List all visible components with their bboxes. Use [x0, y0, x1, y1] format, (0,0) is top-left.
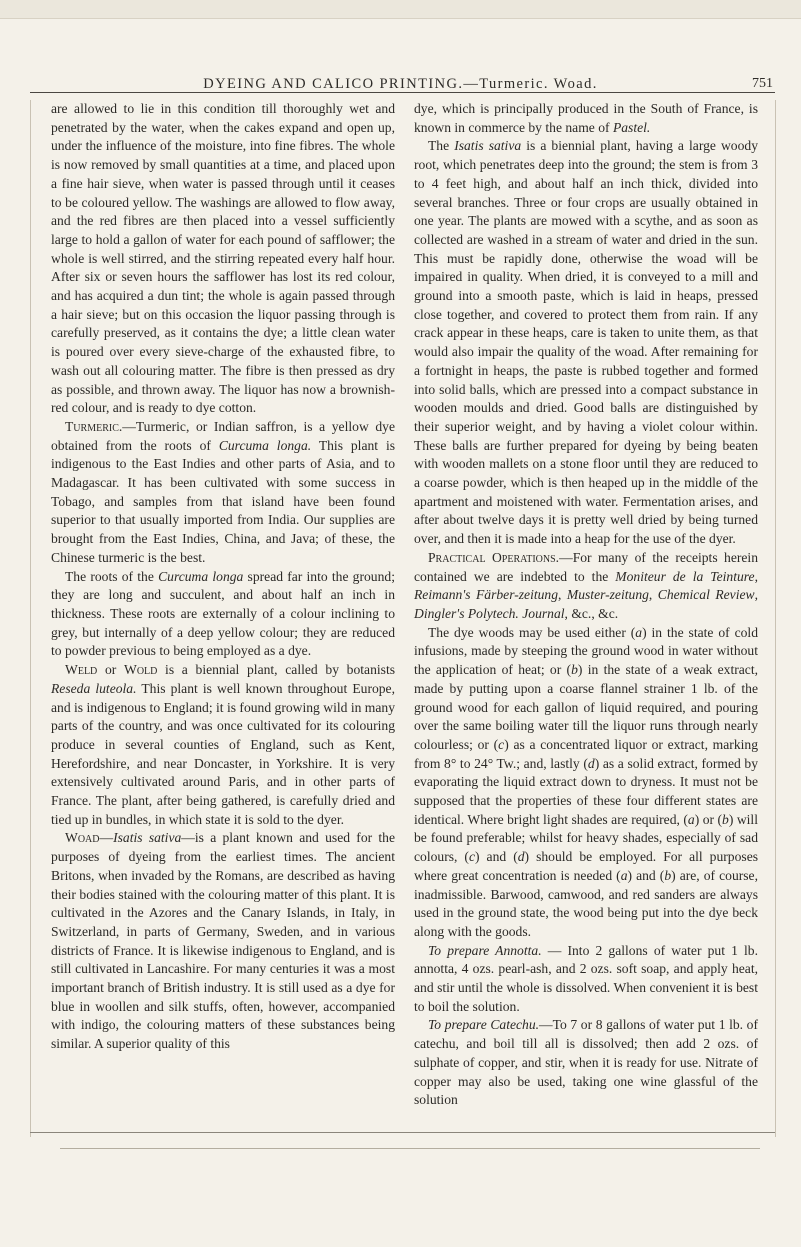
text-run: , &c., &c. [564, 605, 619, 621]
running-title: DYEING AND CALICO PRINTING.—Turmeric. Woad. [203, 76, 598, 92]
run-italic: a [687, 811, 695, 827]
text-run: ) or ( [694, 811, 723, 827]
text-run: —Turmeric, or Indian saffron, is a yellow dye obtained from the roots of [51, 418, 395, 453]
text-run: are allowed to lie in this condition till thoroughly wet and penetrated by the water, when the cakes expand and open up, under the influence of the moisture, into fine fibres. The whole is now removed by small quantities at a time, and placed upon a fine hair sieve, when water is passed through until it ceases to be coloured yellow. The washings are allowed to flow away, and the red fibres are then placed into a vessel sufficiently large to hold a gallon of water for each pound of safflower; the whole is well stirred, and the stirring repeated every half hour. After six or seven hours the safflower has lost its red colour, and has acquired a dun tint; the whole is again passed through a hair sieve; but on this occasion the liquor passing through is carefully preserved, as it contains the dye; a little clean water is poured over every sieve-charge of the exhausted fibre, to wash out all colouring matter. The fibre is then pressed as dry as possible, and thrown away. The liquor has now a brownish-red colour, and is ready to dye cotton. [51, 101, 395, 416]
text-run: , [754, 587, 758, 603]
text-run: is a biennial plant, having a large woody root, which penetrates deep into the ground; the stem is from 3 to 4 feet high, and about half an inch thick, divided into several branches. Three or four crops are usually obtained in one year. The plants are mowed with a scythe, and as soon as collected are washed in a stream of water and dried in the sun. This must be rapidly done, otherwise the woad will be impaired in quality. When dried, it is conveyed to a mill and ground into a smooth paste, which is laid in heaps, pressed close together, and covered to protect them from rain. If any crack appear in these heaps, care is taken to unite them, as that would also impair the quality of the woad. After remaining for a fortnight in heaps, the paste is rubbed together and formed into solid balls, which are pressed into a compact substance in wooden moulds and dried. Good balls are distinguished by their superior weight, and by having a violet colour within. These balls are further prepared for dyeing by being beaten with wooden mallets on a stone floor until they are reduced to a coarse powder, which is then heaped up in the middle of the apartment and moistened with water. Fermentation arises, and after about twelve days it is pretty well dried by being turned over, and then it is made into a heap for the use of the dyer. [414, 138, 758, 547]
run-heading: Practical Operations. [428, 549, 560, 565]
run-italic: c [498, 736, 505, 752]
text-run: ) in the state of cold infusions, made by steeping the ground wood in water without the application of heat; or ( [414, 624, 758, 678]
run-italic: b [571, 662, 578, 678]
run-heading: Woad [65, 830, 100, 846]
page-number: 751 [752, 76, 773, 91]
text-run: ) and ( [475, 849, 518, 865]
paragraph [414, 1016, 758, 1110]
page-top-edge [0, 0, 801, 19]
run-italic: d [517, 849, 525, 865]
text-run: —For many of the receipts herein contained we are indebted to the [414, 549, 758, 584]
left-column [51, 100, 395, 1054]
text-run: The [428, 138, 455, 154]
text-run: This plant is well known throughout Europe, and is indigenous to England; it is found growing wild in many parts of the country, and was once cultivated for its colouring produce in several counties of England, such as Kent, Herefordshire, and near Doncaster, in Yorkshire. It is very extensively cultivated around Paris, and in other parts of France. The plant, after being gathered, is carefully dried and tied up in bundles, in which state it is sold to the dyer. [51, 680, 395, 827]
run-italic: Curcuma longa [158, 568, 244, 584]
run-italic: d [587, 755, 595, 771]
text-run: or [97, 662, 124, 678]
text-run: , [648, 587, 658, 603]
run-italic: Reimann's Färber-zeitung [414, 587, 559, 603]
paragraph [414, 549, 758, 624]
run-italic: To prepare Annotta. [428, 942, 542, 958]
run-italic: a [635, 624, 643, 640]
header-rule [30, 92, 775, 93]
paragraph [51, 100, 395, 418]
paragraph [51, 568, 395, 662]
run-italic: Pastel. [612, 119, 651, 135]
bottom-rule [30, 1132, 775, 1133]
text-run: ) and ( [627, 867, 665, 883]
bottom-rule-secondary [60, 1148, 760, 1149]
text-run: ) should be employed. For all purposes where great concentration is needed ( [414, 849, 759, 883]
run-italic: a [620, 867, 628, 883]
text-run: spread far into the ground; they are long and succulent, and about half an inch in thickness. These roots are externally of a colour inclining to grey, but internally of a deep yellow colour; they are reduced to powder previous to being employed as a dye. [51, 568, 395, 659]
run-heading: Turmeric. [65, 418, 123, 434]
paragraph [414, 100, 758, 137]
text-run: , [754, 568, 758, 584]
text-run: ) are, of course, inadmissible. Barwood, camwood, and red sanders are always used in the ground state, the wood being put into the dye beck along with the goods. [414, 867, 758, 939]
paragraph [51, 418, 395, 568]
left-margin-rule [30, 100, 31, 1137]
paragraph [414, 942, 758, 1017]
run-italic: Muster-zeitung [566, 587, 649, 603]
paragraph [51, 661, 395, 829]
text-run: , [558, 587, 567, 603]
text-run: is a biennial plant, called by botanists [157, 662, 396, 678]
run-heading: Weld [65, 662, 98, 678]
right-margin-rule [775, 100, 776, 1137]
text-run: The roots of the [65, 568, 159, 584]
text-run: — [99, 830, 114, 846]
run-italic: Reseda luteola. [51, 680, 137, 696]
run-italic: Isatis sativa [113, 830, 182, 846]
run-italic: Dingler's Polytech. Journal [414, 605, 565, 621]
text-run: The dye woods may be used either ( [428, 624, 636, 640]
text-run: ) in the state of a weak extract, made by putting upon a coarse flannel strainer 1 lb. of the ground wood for each gallon of liquid required, and pouring over the same boiling water till the liquor runs through nearly colourless; or ( [414, 662, 759, 752]
run-italic: Moniteur de la Teinture [615, 568, 755, 584]
run-italic: To prepare Catechu. [428, 1017, 540, 1033]
paragraph [414, 137, 758, 548]
text-run: — Into 2 gallons of water put 1 lb. annotta, 4 ozs. pearl-ash, and 2 ozs. soft soap, and apply heat, and stir until the whole is dissolved. When convenient it is best to boil the solution. [414, 942, 758, 1014]
run-italic: Curcuma longa. [218, 437, 312, 453]
right-column [414, 100, 758, 1110]
text-run: dye, which is principally produced in the South of France, is known in commerce by the name of [414, 101, 758, 135]
run-italic: Chemical Review [657, 587, 755, 603]
run-italic: b [664, 867, 672, 883]
text-run: ) as a solid extract, formed by evaporating the liquid extract down to dryness. It must not be supposed that the properties of these four different states are identical. Where bright light shades are required, ( [414, 755, 759, 827]
text-run: —To 7 or 8 gallons of water put 1 lb. of catechu, and boil till all is dissolved; then add 2 ozs. of sulphate of copper, and stir, when it is ready for use. Nitrate of copper may also be used, taking one wine glassful of the solution [414, 1017, 758, 1108]
text-run: ) will be found preferable; whilst for heavy shades, especially of sad colours, ( [414, 811, 758, 865]
text-run: ) as a concentrated liquor or extract, marking from 8° to 24° Tw.; and, lastly ( [414, 736, 758, 771]
paragraph [414, 624, 758, 942]
run-italic: c [468, 849, 476, 865]
text-run: —is a plant known and used for the purposes of dyeing from the earliest times. The ancient Britons, when invaded by the Romans, are described as having their bodies stained with the colouring matter of this plant. It is cultivated in the Azores and the Canary Islands, in Italy, in Switzerland, in parts of Germany, Sweden, and in various districts of France. It is likewise indigenous to England, and is still cultivated in Lancashire. For many centuries it was a most important branch of British industry. It is still used as a dye for blue in woollen and silk stuffs, often, however, accompanied with indigo, the colouring matters of these substances being similar. A superior quality of this [51, 830, 396, 1052]
run-italic: Isatis sativa [454, 138, 522, 154]
text-run: This plant is indigenous to the East Indies and other parts of Asia, and to Madagascar. It has been cultivated with some success in Tobago, and samples from that island have been found superior to that usually imported from India. Our supplies are brought from the East Indies, China, and Java; of these, the Chinese turmeric is the best. [51, 437, 396, 565]
paragraph [51, 829, 395, 1053]
run-heading: Wold [123, 662, 158, 678]
run-italic: b [722, 811, 729, 827]
